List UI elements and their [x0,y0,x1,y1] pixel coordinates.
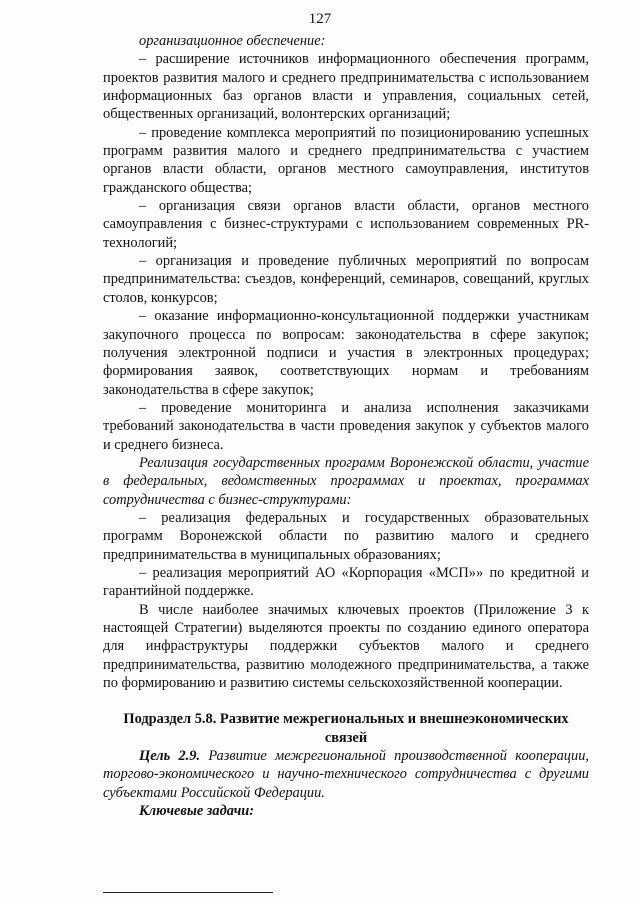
list-item: – расширение источников информационного обеспечения программ, проектов развития малого и среднего предпринимательства с использованием информационных баз органов власти и управления, социальных сетей, общественных организаций, волонтерских организаций; [103,51,589,123]
paragraph-organizational-support: организационное обеспечение: [139,33,326,49]
paragraph-key-projects: В числе наиболее значимых ключевых проектов (Приложение 3 к настоящей Стратегии) выделяются проекты по созданию единого оператора для инфраструктуры поддержки субъектов малого и среднего предпринимательства, развитию молодежного предпринимательства, а также по формированию и развитию системы сельскохозяйственной кооперации. [103,601,589,692]
key-tasks-paragraph [103,802,589,820]
paragraph-state-programs: Реализация государственных программ Воронежской области, участие в федеральных, ведомственных программах и проектах, программах сотрудничества с бизнес-структурами: [103,454,589,508]
document-body [103,32,589,820]
list-item: – организация связи органов власти области, органов местного самоуправления с бизнес-структурами с использованием современных PR-технологий; [103,198,589,251]
list-item: – организация и проведение публичных мероприятий по вопросам предпринимательства: съездов, конференций, семинаров, совещаний, круглых столов, конкурсов; [103,253,589,306]
list-item: – проведение комплекса мероприятий по позиционированию успешных программ развития малого и среднего предпринимательства с участием органов власти области, органов местного самоуправления, институтов гражданского общества; [103,124,589,196]
list-item: – реализация мероприятий АО «Корпорация «МСП»» по кредитной и гарантийной поддержке. [103,564,589,600]
subsection-heading: Подраздел 5.8. Развитие межрегиональных и внешнеэкономических связей [123,711,569,746]
list-item: – проведение мониторинга и анализа исполнения заказчиками требований законодательства в части проведения закупок у субъектов малого и среднего бизнеса. [103,399,589,453]
key-tasks-label: Ключевые задачи: [139,803,255,820]
goal-text: Развитие межрегиональной производственной кооперации, торгово-экономического и научно-технического сотрудничества с другими субъектами Российской Федерации. [103,748,589,801]
goal-paragraph [103,747,589,802]
footnote-divider [103,892,273,893]
list-item: – реализация федеральных и государственных образовательных программ Воронежской области по развитию малого и среднего предпринимательства в муниципальных образованиях; [103,509,589,563]
page-number: 127 [308,11,332,27]
list-item: – оказание информационно-консультационной поддержки участникам закупочного процесса по вопросам: законодательства в сфере закупок; получения электронной подписи и участия в электронных процедурах; формирования заявок, соответствующих нормам и требованиям законодательства в сфере закупок; [103,308,589,398]
goal-label: Цель 2.9. [139,748,201,765]
